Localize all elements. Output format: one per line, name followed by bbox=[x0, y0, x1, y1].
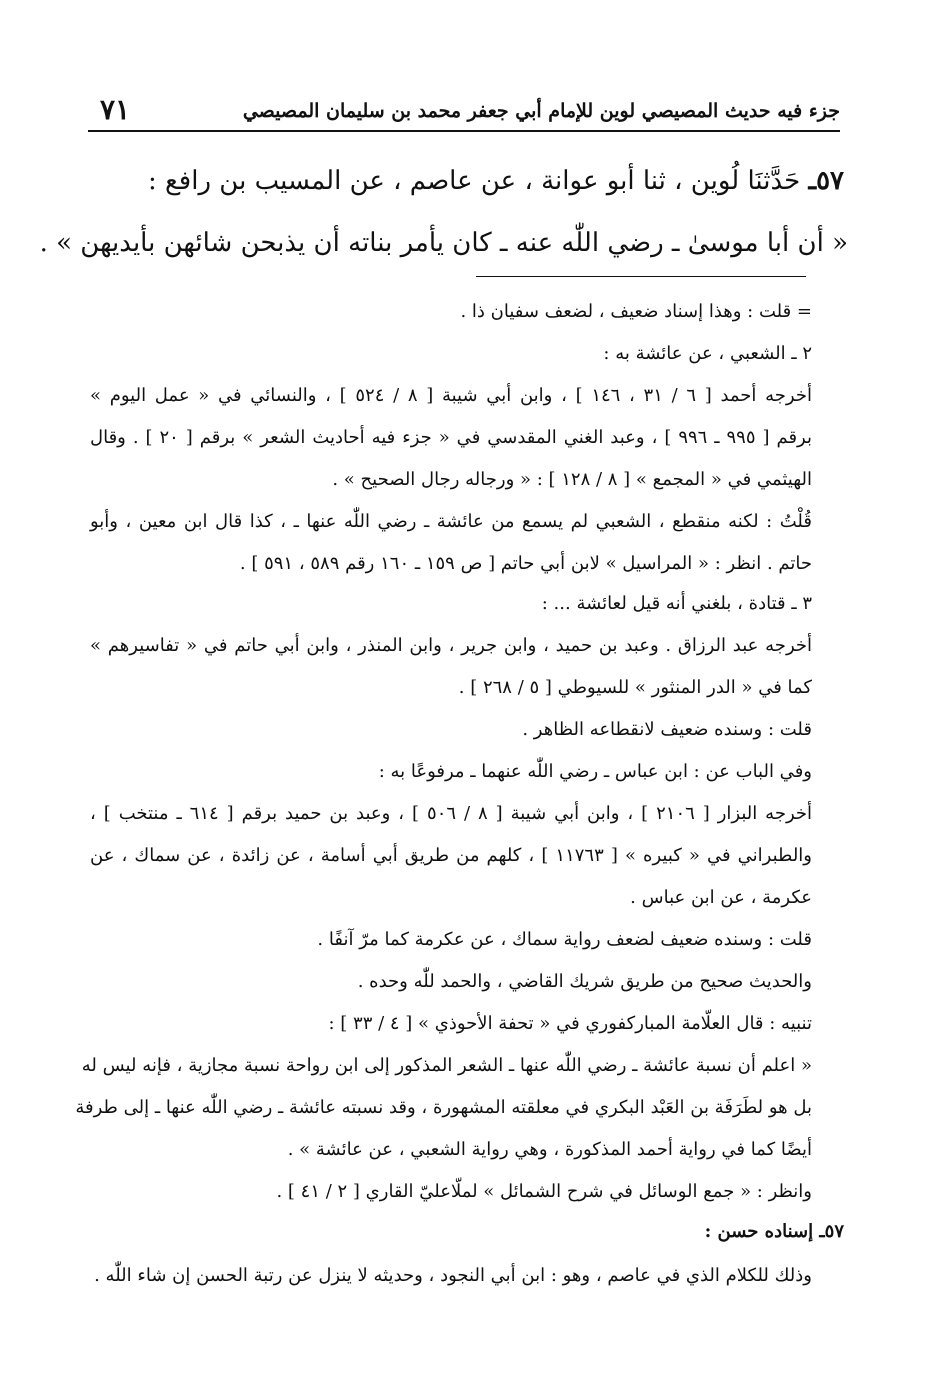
page-number: ٧١ bbox=[100, 93, 131, 126]
footnote-line: قُلْتُ : لكنه منقطع ، الشعبي لم يسمع من عائشة ـ رضي اللّٰه عنها ـ ، كذا قال ابن معين ، وأبو bbox=[90, 511, 812, 532]
footnote-separator bbox=[476, 276, 806, 277]
footnote-line: تنبيه : قال العلّامة المباركفوري في « تحفة الأحوذي » [ ٤ / ٣٣ ] : bbox=[328, 1013, 812, 1034]
footnote-line: ٣ ـ قتادة ، بلغني أنه قيل لعائشة ... : bbox=[541, 593, 812, 614]
page-header bbox=[88, 90, 840, 132]
running-title: جزء فيه حديث المصيصي لوين للإمام أبي جعفر محمد بن سليمان المصيصي bbox=[242, 100, 840, 122]
footnote-heading: ٥٧ـ إسناده حسن : bbox=[704, 1221, 844, 1242]
footnote-line: عكرمة ، عن ابن عباس . bbox=[630, 887, 812, 908]
footnote-line: ٢ ـ الشعبي ، عن عائشة به : bbox=[603, 343, 812, 364]
footnote-line: بل هو لطَرَفَة بن العَبْد البكري في معلقته المشهورة ، وقد نسبته عائشة ـ رضي اللّٰه عنها ـ إلى طرفة bbox=[75, 1097, 812, 1118]
footnote-line: أيضًا كما في رواية أحمد المذكورة ، وهي رواية الشعبي ، عن عائشة » . bbox=[287, 1139, 812, 1160]
footnote-line: وفي الباب عن : ابن عباس ـ رضي اللّٰه عنهما ـ مرفوعًا به : bbox=[378, 761, 812, 782]
footnote-line: أخرجه أحمد [ ٦ / ٣١ ، ١٤٦ ] ، وابن أبي شيبة [ ٨ / ٥٢٤ ] ، والنسائي في « عمل اليوم » bbox=[90, 385, 812, 406]
footnote-line: وانظر : « جمع الوسائل في شرح الشمائل » لملّاعليّ القاري [ ٢ / ٤١ ] . bbox=[276, 1181, 812, 1202]
footnote-line: الهيثمي في « المجمع » [ ٨ / ١٢٨ ] : « ورجاله رجال الصحيح » . bbox=[332, 469, 812, 490]
footnote-line: والحديث صحيح من طريق شريك القاضي ، والحمد للّٰه وحده . bbox=[357, 971, 812, 992]
hadith-number: ٥٧ـ bbox=[808, 166, 844, 196]
footnote-line: وذلك للكلام الذي في عاصم ، وهو : ابن أبي النجود ، وحديثه لا ينزل عن رتبة الحسن إن شاء اللّٰه . bbox=[94, 1265, 812, 1286]
hadith-matn: « أن أبا موسىٰ ـ رضي اللّٰه عنه ـ كان يأمر بناته أن يذبحن شائهن بأيديهن » . bbox=[39, 228, 848, 258]
footnote-line: حاتم . انظر : « المراسيل » لابن أبي حاتم [ ص ١٥٩ ـ ١٦٠ رقم ٥٨٩ ، ٥٩١ ] . bbox=[239, 553, 812, 574]
footnote-line: قلت : وسنده ضعيف لانقطاعه الظاهر . bbox=[522, 719, 812, 740]
footnote-line: برقم [ ٩٩٥ ـ ٩٩٦ ] ، وعبد الغني المقدسي في « جزء فيه أحاديث الشعر » برقم [ ٢٠ ] . وقال bbox=[90, 427, 812, 448]
footnote-line: كما في « الدر المنثور » للسيوطي [ ٥ / ٢٦٨ ] . bbox=[458, 677, 812, 698]
footnote-line: والطبراني في « كبيره » [ ١١٧٦٣ ] ، كلهم من طريق أبي أسامة ، عن زائدة ، عن سماك ، عن bbox=[90, 845, 812, 866]
footnote-line: أخرجه عبد الرزاق . وعبد بن حميد ، وابن جرير ، وابن المنذر ، وابن أبي حاتم في « تفاسيرهم » bbox=[90, 635, 812, 656]
hadith-isnad: حَدَّثنَا لُوين ، ثنا أبو عوانة ، عن عاصم ، عن المسيب بن رافع : bbox=[147, 166, 801, 196]
footnote-line: = قلت : وهذا إسناد ضعيف ، لضعف سفيان ذا . bbox=[460, 301, 812, 322]
hadith-isnad-line bbox=[90, 164, 844, 198]
footnote-line: أخرجه البزار [ ٢١٠٦ ] ، وابن أبي شيبة [ ٨ / ٥٠٦ ] ، وعبد بن حميد برقم [ ٦١٤ ـ منتخب ] ، bbox=[90, 803, 813, 824]
footnote-line: قلت : وسنده ضعيف لضعف رواية سماك ، عن عكرمة كما مرّ آنفًا . bbox=[317, 929, 812, 950]
footnote-line: « اعلم أن نسبة عائشة ـ رضي اللّٰه عنها ـ الشعر المذكور إلى ابن رواحة نسبة مجازية ، فإنه ليس له bbox=[81, 1055, 812, 1076]
